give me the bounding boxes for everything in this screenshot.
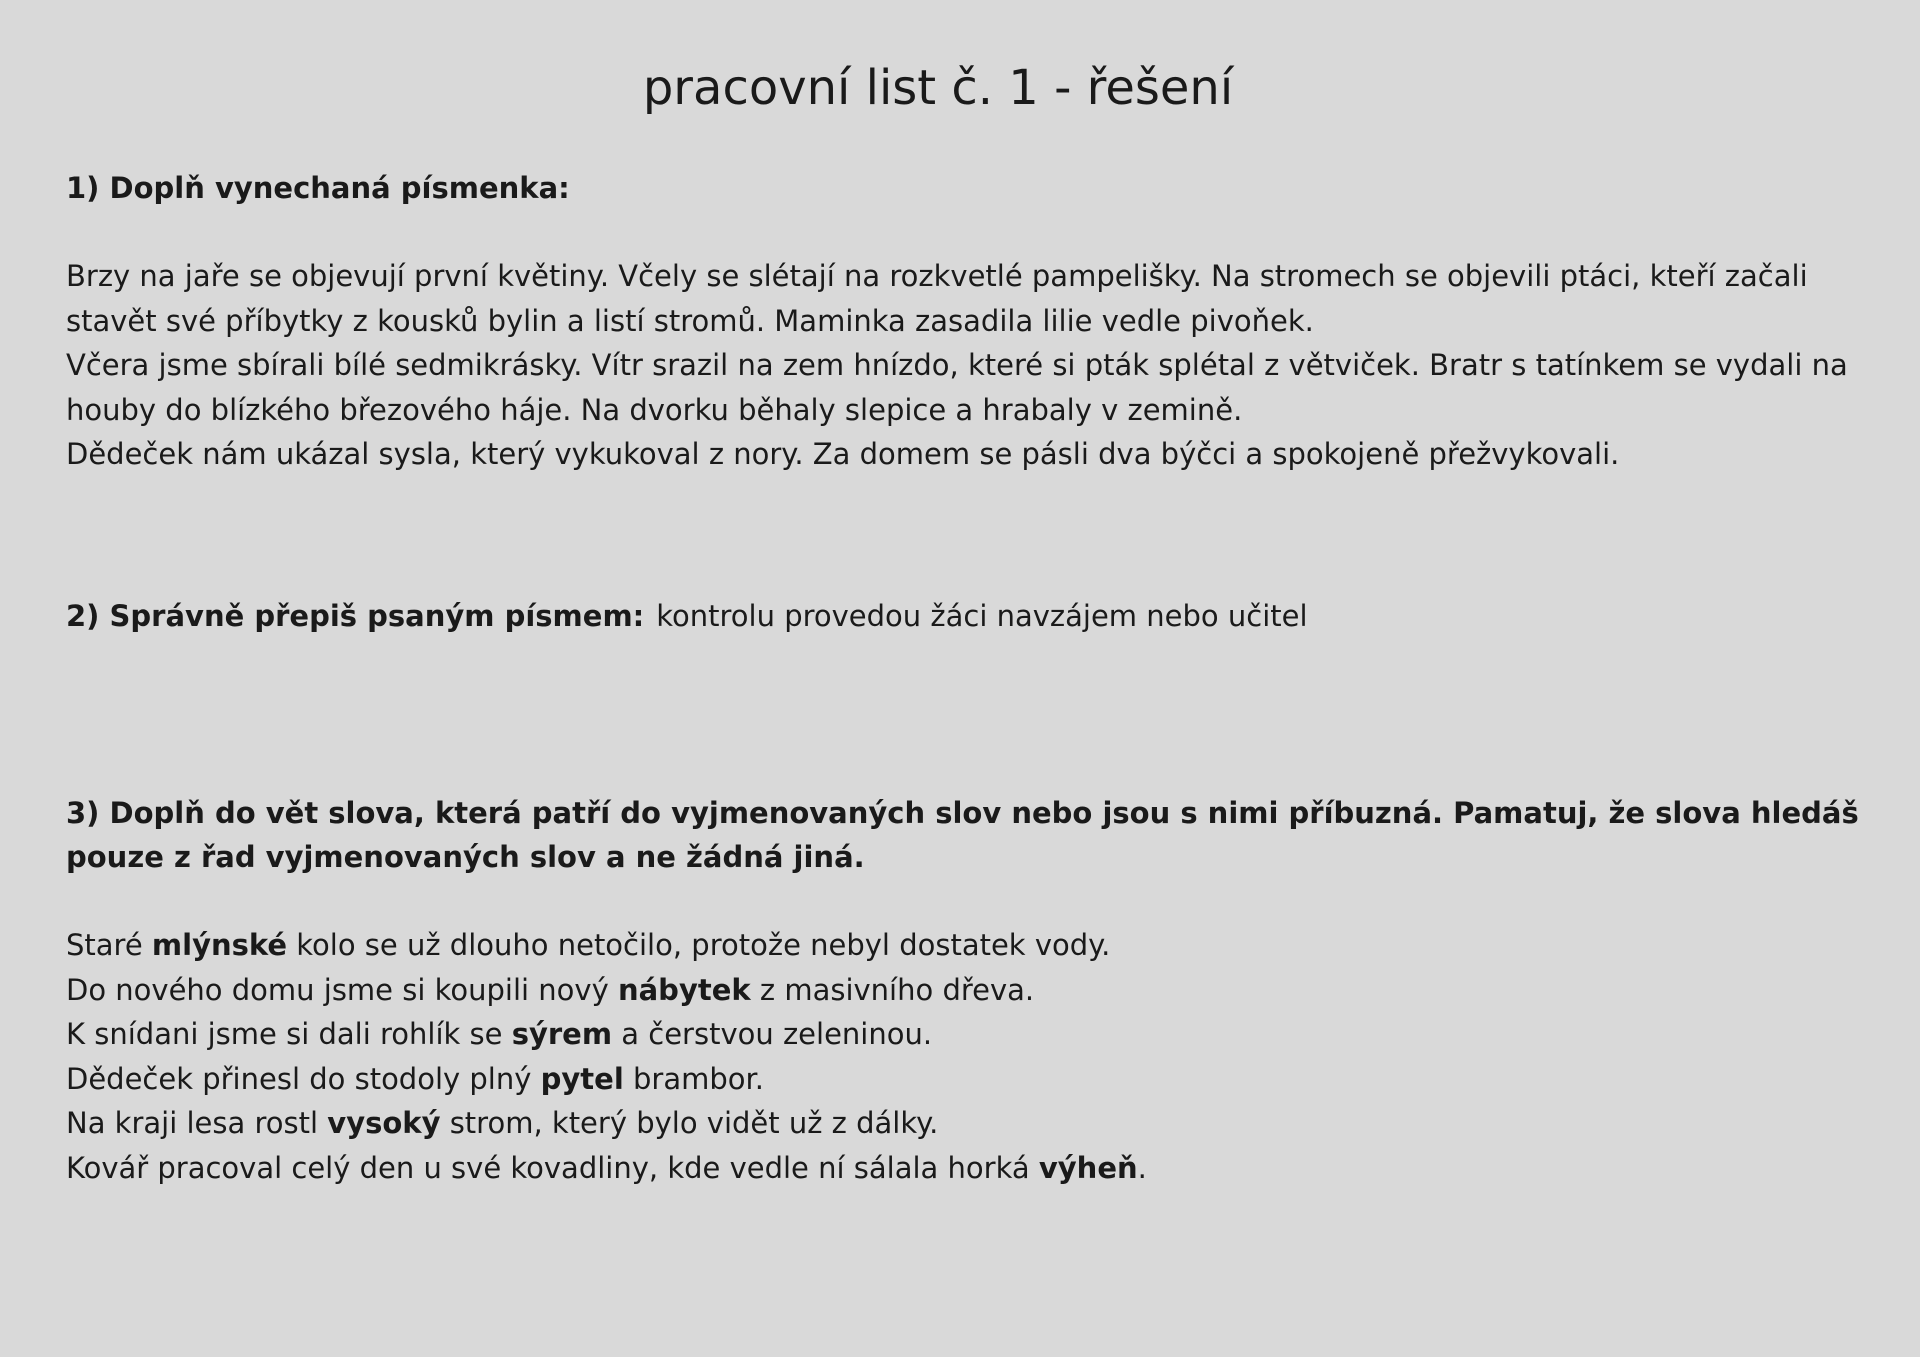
task-1-paragraph: Včera jsme sbírali bílé sedmikrásky. Vítr srazil na zem hnízdo, které si pták splétal z větviček. Bratr s tatínkem se vydali na houby do blízkého březového háje. Na dvorku běhaly slepice a hrabaly v zemině. xyxy=(66,348,1848,427)
task-1-text xyxy=(66,254,1866,477)
sentence-text: . xyxy=(1137,1150,1147,1185)
sentence-answer: mlýnské xyxy=(151,928,288,962)
sentence-answer: vysoký xyxy=(327,1106,441,1140)
task-1-heading: 1) Doplň vynechaná písmenka: xyxy=(66,171,570,205)
sentence xyxy=(66,1057,1866,1102)
sentence-text: K snídani jsme si dali rohlík se xyxy=(66,1017,512,1051)
sentence-answer: pytel xyxy=(540,1061,624,1096)
sentence-text: Staré xyxy=(66,928,152,962)
sentence-text: a čerstvou zeleninou. xyxy=(612,1017,933,1051)
sentence xyxy=(66,923,1866,968)
task-1-paragraph: Dědeček nám ukázal sysla, který vykukoval z nory. Za domem se pásli dva býčci a spokojeně přežvykovali. xyxy=(66,437,1620,471)
sentence-answer: výheň xyxy=(1038,1150,1138,1185)
task-3-heading: 3) Doplň do vět slova, která patří do vyjmenovaných slov nebo jsou s nimi příbuzná. Pamatuj, že slova hledáš pouze z řad vyjmenovaných slov a ne žádná jiná. xyxy=(66,796,1859,874)
sentence xyxy=(66,1012,1866,1057)
sentence xyxy=(66,968,1866,1013)
sentence-text: Na kraji lesa rostl xyxy=(66,1106,328,1140)
task-3-section xyxy=(66,791,1866,1190)
task-3-sentences xyxy=(66,923,1866,1190)
sentence-text: Kovář pracoval celý den u své kovadliny, kde vedle ní sálala horká xyxy=(66,1150,1039,1185)
task-2-line xyxy=(66,594,1866,638)
task-2-note: kontrolu provedou žáci navzájem nebo učitel xyxy=(656,599,1308,633)
task-1-paragraph: Brzy na jaře se objevují první květiny. Včely se slétají na rozkvetlé pampelišky. Na stromech se objevili ptáci, kteří začali stavět své příbytky z kousků bylin a listí stromů. Maminka zasadila lilie vedle pivoňek. xyxy=(66,259,1808,338)
sentence xyxy=(66,1101,1866,1146)
task-1-section xyxy=(66,166,1866,477)
sentence-text: Dědeček přinesl do stodoly plný xyxy=(66,1061,541,1096)
page-title: pracovní list č. 1 - řešení xyxy=(642,60,1234,116)
sentence xyxy=(66,1146,1866,1191)
sentence-text: kolo se už dlouho netočilo, protože nebyl dostatek vody. xyxy=(287,928,1111,962)
sentence-answer: sýrem xyxy=(511,1017,613,1051)
sentence-text: Do nového domu jsme si koupili nový xyxy=(66,972,618,1007)
sentence-answer: nábytek xyxy=(617,972,751,1007)
sentence-text: brambor. xyxy=(623,1061,764,1096)
sentence-text: strom, který bylo vidět už z dálky. xyxy=(440,1106,939,1140)
task-2-heading: 2) Správně přepiš psaným písmem: xyxy=(66,599,645,633)
task-2-section xyxy=(66,594,1866,638)
sentence-text: z masivního dřeva. xyxy=(750,972,1035,1007)
